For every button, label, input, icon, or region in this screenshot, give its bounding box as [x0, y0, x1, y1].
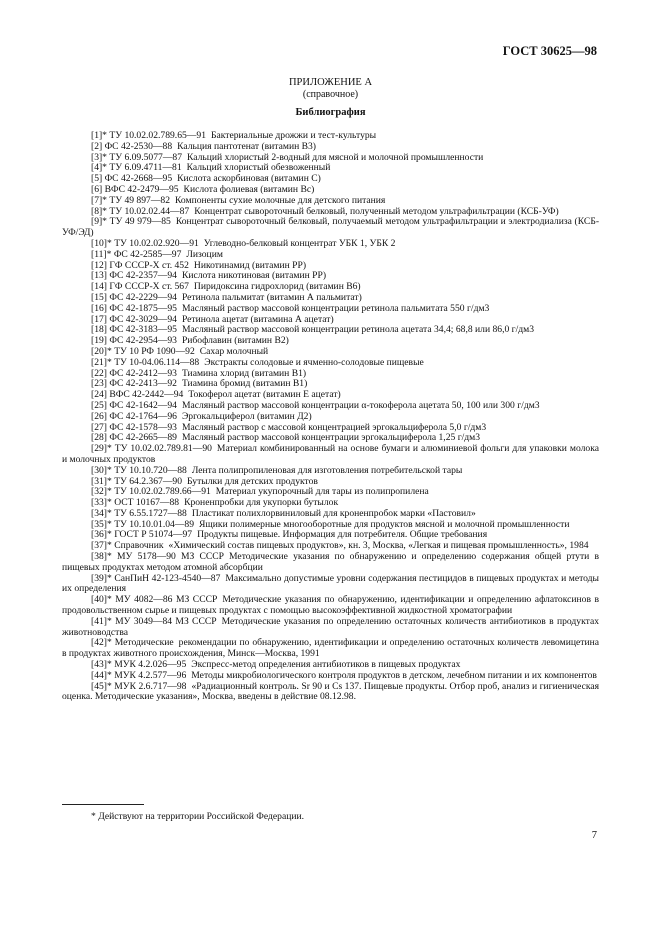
entry-text: Пиридоксина гидрохлорид (витамин В6) [193, 281, 361, 293]
entry-text: Кислота фолиевая (витамин Вс) [183, 183, 315, 195]
entry-ref: [14] [91, 281, 107, 293]
entry-text: «Химический состав пищевых продуктов», кн. 3, Москва, «Легкая и пищевая промышленность», 1984 [168, 540, 589, 552]
entry-ref: [12] [91, 259, 107, 271]
entry-code: ОСТ 10167—88 [114, 497, 180, 509]
entry-ref: [25] [91, 399, 107, 411]
entry-code: СанПиН 42-123-4540—87 [114, 572, 221, 584]
bibliography-entry [62, 552, 599, 574]
entry-text: «Радиационный контроль. Sr 90 и Cs 137. Пищевые продукты. Отбор проб, анализ и гигиеническая оценка. Методические указания», Москва, введены в действие 08.12.98. [62, 680, 600, 703]
entry-text: Методические указания по обнаружению и определению содержания общей ртути в пищевых продуктах методом атомной абсорбции [62, 551, 599, 573]
entry-text: Лизоцим [186, 248, 223, 260]
entry-text: рекомендации по обнаружению, идентификации и определению остаточных количеств левомицетина в продуктах животного происхождения, Минск—Москва, 1991 [62, 637, 599, 660]
entry-code: ФС 42-1764—96 [109, 410, 177, 422]
entry-text: Эргокальциферол (витамин Д2) [181, 410, 312, 422]
entry-code: ТУ 10.02.02.44—87 [109, 205, 190, 217]
entry-ref: [36]* [91, 529, 112, 541]
entry-ref: [6] [91, 183, 103, 195]
bibliography-entry [62, 217, 599, 239]
appendix-note: (справочное) [302, 89, 359, 100]
entry-ref: [16] [91, 302, 107, 314]
entry-text: Методические указания по определению остаточных количеств антибиотиков в продуктах животноводства [62, 615, 599, 638]
entry-code: МУ 3049—84 МЗ СССР [115, 615, 217, 627]
bibliography-entry [62, 574, 599, 596]
entry-code: ФС 42-3029—94 [109, 313, 177, 325]
entry-ref: [28] [91, 432, 107, 444]
entry-ref: [7]* [91, 194, 107, 206]
entry-text: Пластикат полихлорвиниловый для кроненпробок марки «Пастовил» [191, 507, 476, 519]
entry-ref: [44]* [91, 669, 112, 681]
entry-code: ФС 42-1642—94 [109, 399, 177, 411]
entry-text: Кислота аскорбиновая (витамин С) [177, 173, 321, 185]
entry-code: ТУ 10.02.02.789.65—91 [109, 130, 206, 141]
entry-code: МУ 4082—86 МЗ СССР [115, 594, 218, 606]
entry-code: МУ 5178—90 МЗ СССР [116, 551, 225, 563]
entry-text: Продукты пищевые. Информация для потребителя. Общие требования [197, 529, 488, 541]
entry-code: МУК 4.2.577—96 [114, 669, 187, 681]
entry-code: ФС 42-2413—92 [109, 378, 177, 390]
entry-code: ВФС 42-2442—94 [109, 389, 184, 401]
entry-ref: [38]* [91, 551, 112, 563]
entry-ref: [3]* [91, 151, 107, 163]
entry-code: ТУ 49 897—82 [109, 194, 171, 206]
entry-text: Тиамина хлорид (витамин В1) [181, 367, 307, 379]
entry-text: Концентрат сывороточный белковый, получаемый методом ультрафильтрации и электродиализа (КСБ-УФ/ЭД) [62, 216, 600, 239]
entry-code: ТУ 10.02.02.789.81—90 [114, 443, 212, 455]
entry-code: ТУ 10.02.02.789.66—91 [114, 486, 211, 498]
entry-code: ТУ 10.10.720—88 [114, 464, 187, 476]
entry-text: Бутылки для детских продуктов [187, 475, 318, 487]
entry-text: Материал укупорочный для тары из полипропилена [215, 486, 429, 498]
entry-ref: [2] [91, 140, 103, 152]
entry-code: ФС 42-2530—88 [104, 140, 173, 152]
entry-code: ФС 42-1875—95 [109, 302, 177, 314]
standard-code-header: ГОСТ 30625—98 [502, 44, 597, 58]
entry-ref: [42]* [91, 637, 112, 649]
entry-ref: [27] [91, 421, 107, 433]
entry-code: ТУ 49 979—85 [109, 216, 171, 228]
entry-text: Методические указания по обнаружению, идентификации и определению афлатоксинов в продовольственном сырье и пищевых продуктах с помощью высокоэффективной жидкостной хроматографии [62, 594, 600, 617]
entry-ref: [11]* [91, 248, 112, 260]
entry-code: ГОСТ Р 51074—97 [114, 529, 193, 541]
entry-text: Масляный раствор массовой концентрации ретинола пальмитата 550 г/дм3 [181, 302, 490, 314]
bibliography-title: Библиография [295, 107, 366, 118]
entry-ref: [22] [91, 367, 107, 379]
entry-ref: [35]* [91, 518, 112, 530]
entry-ref: [18] [91, 324, 107, 336]
entry-code: Справочник [114, 540, 164, 552]
bibliography-entry [62, 682, 599, 704]
bibliography-entry [62, 444, 599, 466]
entry-code: Методические [114, 637, 174, 649]
entry-code: ФС 42-3183—95 [109, 324, 177, 336]
footnote-divider [62, 804, 144, 805]
entry-ref: [21]* [91, 356, 112, 368]
entry-code: ТУ 10.10.01.04—89 [114, 518, 194, 530]
entry-code: МУК 2.6.717—98 [114, 680, 187, 692]
entry-text: Ящики полимерные многооборотные для продуктов мясной и молочной промышленности [199, 518, 570, 530]
entry-code: ФС 42-2585—97 [113, 248, 182, 260]
entry-text: Рибофлавин (витамин В2) [181, 335, 289, 347]
page-number: 7 [591, 830, 597, 841]
appendix-heading [0, 77, 661, 101]
entry-code: ТУ 10.02.02.920—91 [114, 237, 199, 249]
entry-ref: [43]* [91, 659, 112, 671]
entry-ref: [34]* [91, 507, 112, 519]
entry-text: Углеводно-белковый концентрат УБК 1, УБК 2 [203, 237, 396, 249]
entry-ref: [29]* [91, 443, 112, 455]
entry-ref: [41]* [91, 615, 112, 627]
entry-ref: [45]* [91, 680, 112, 692]
entry-text: Бактериальные дрожжи и тест-культуры [211, 130, 377, 141]
entry-text: Лента полипропиленовая для изготовления потребительской тары [191, 464, 463, 476]
entry-text: Масляный раствор массовой концентрации ретинола ацетата 34,4; 68,8 или 86,0 г/дм3 [181, 324, 535, 336]
entry-code: ТУ 6.09.5077—87 [109, 151, 183, 163]
entry-ref: [5] [91, 173, 103, 185]
entry-text: Никотинамид (витамин РР) [193, 259, 307, 271]
entry-text: Токоферол ацетат (витамин Е ацетат) [188, 389, 341, 401]
entry-text: Тиамина бромид (витамин В1) [181, 378, 308, 390]
entry-text: Концентрат сывороточный белковый, полученный методом ультрафильтрации (КСБ-УФ) [194, 205, 559, 217]
entry-ref: [37]* [91, 540, 112, 552]
entry-text: Экспресс-метод определения антибиотиков в пищевых продуктах [191, 659, 461, 671]
entry-code: ТУ 10-04.06.114—88 [114, 356, 200, 368]
entry-text: Кальций хлористый 2-водный для мясной и молочной промышленности [187, 151, 484, 163]
entry-ref: [8]* [91, 205, 107, 217]
entry-text: Масляный раствор массовой концентрации эргокальциферола 1,25 г/дм3 [181, 432, 481, 444]
entry-ref: [1]* [91, 130, 107, 141]
bibliography-entry [62, 595, 599, 617]
entry-code: ГФ СССР-Х ст. 452 [109, 259, 189, 271]
entry-ref: [33]* [91, 497, 112, 509]
entry-ref: [39]* [91, 572, 112, 584]
entry-ref: [31]* [91, 475, 112, 487]
entry-code: ФС 42-2665—89 [109, 432, 177, 444]
entry-code: ФС 42-2229—94 [109, 291, 177, 303]
entry-code: ТУ 10 РФ 1090—92 [114, 345, 195, 357]
entry-text: Экстракты солодовые и ячменно-солодовые пищевые [204, 356, 424, 368]
entry-ref: [10]* [91, 237, 112, 249]
entry-ref: [19] [91, 335, 107, 347]
footnote: * Действуют на территории Российской Федерации. [91, 811, 305, 822]
entry-ref: [26] [91, 410, 107, 422]
entry-ref: [9]* [91, 216, 107, 228]
entry-ref: [17] [91, 313, 107, 325]
entry-code: МУК 4.2.026—95 [114, 659, 187, 671]
entry-text: Методы микробиологического контроля продуктов в детском, лечебном питании и их компонентов [191, 669, 597, 681]
entry-code: ФС 42-2357—94 [109, 270, 177, 282]
entry-text: Сахар молочный [199, 345, 269, 357]
entry-text: Ретинола пальмитат (витамин А пальмитат) [181, 291, 362, 303]
entry-ref: [13] [91, 270, 107, 282]
bibliography-entry [62, 638, 599, 660]
bibliography-entry [62, 617, 599, 639]
entry-ref: [24] [91, 389, 107, 401]
appendix-title: ПРИЛОЖЕНИЕ А [288, 77, 373, 88]
entry-code: ФС 42-1578—93 [109, 421, 177, 433]
entry-text: Кислота никотиновая (витамин РР) [181, 270, 327, 282]
entry-text: Кроненпробки для укупорки бутылок [184, 497, 339, 509]
entry-text: Компоненты сухие молочные для детского питания [175, 194, 386, 206]
entry-text: Масляный раствор массовой концентрации α-токоферола ацетата 50, 100 или 300 г/дм3 [181, 399, 540, 411]
entry-text: Материал комбинированный на основе бумаги и алюминиевой фольги для упаковки молока и молочных продуктов [62, 443, 599, 465]
entry-text: Ретинола ацетат (витамина А ацетат) [181, 313, 334, 325]
entry-ref: [40]* [91, 594, 112, 606]
entry-ref: [4]* [91, 162, 107, 174]
entry-code: ФС 42-2412—93 [109, 367, 177, 379]
entry-ref: [20]* [91, 345, 112, 357]
entry-code: ТУ 6.55.1727—88 [114, 507, 187, 519]
entry-text: Кальций хлористый обезвоженный [186, 162, 331, 174]
entry-ref: [32]* [91, 486, 112, 498]
entry-code: ГФ СССР-Х ст. 567 [109, 281, 189, 293]
entry-code: ФС 42-2954—93 [109, 335, 177, 347]
entry-text: Максимально допустимые уровни содержания пестицидов в пищевых продуктах и методы их определения [62, 572, 600, 595]
entry-text: Масляный раствор с массовой концентрацией эргокальциферола 5,0 г/дм3 [181, 421, 487, 433]
entry-text: Кальция пантотенат (витамин В3) [177, 140, 317, 152]
bibliography-list [62, 131, 599, 703]
entry-code: ФС 42-2668—95 [104, 173, 173, 185]
entry-ref: [15] [91, 291, 107, 303]
entry-code: ТУ 64.2.367—90 [114, 475, 183, 487]
entry-code: ВФС 42-2479—95 [104, 183, 179, 195]
entry-ref: [30]* [91, 464, 112, 476]
entry-ref: [23] [91, 378, 107, 390]
entry-code: ТУ 6.09.4711—81 [109, 162, 182, 174]
